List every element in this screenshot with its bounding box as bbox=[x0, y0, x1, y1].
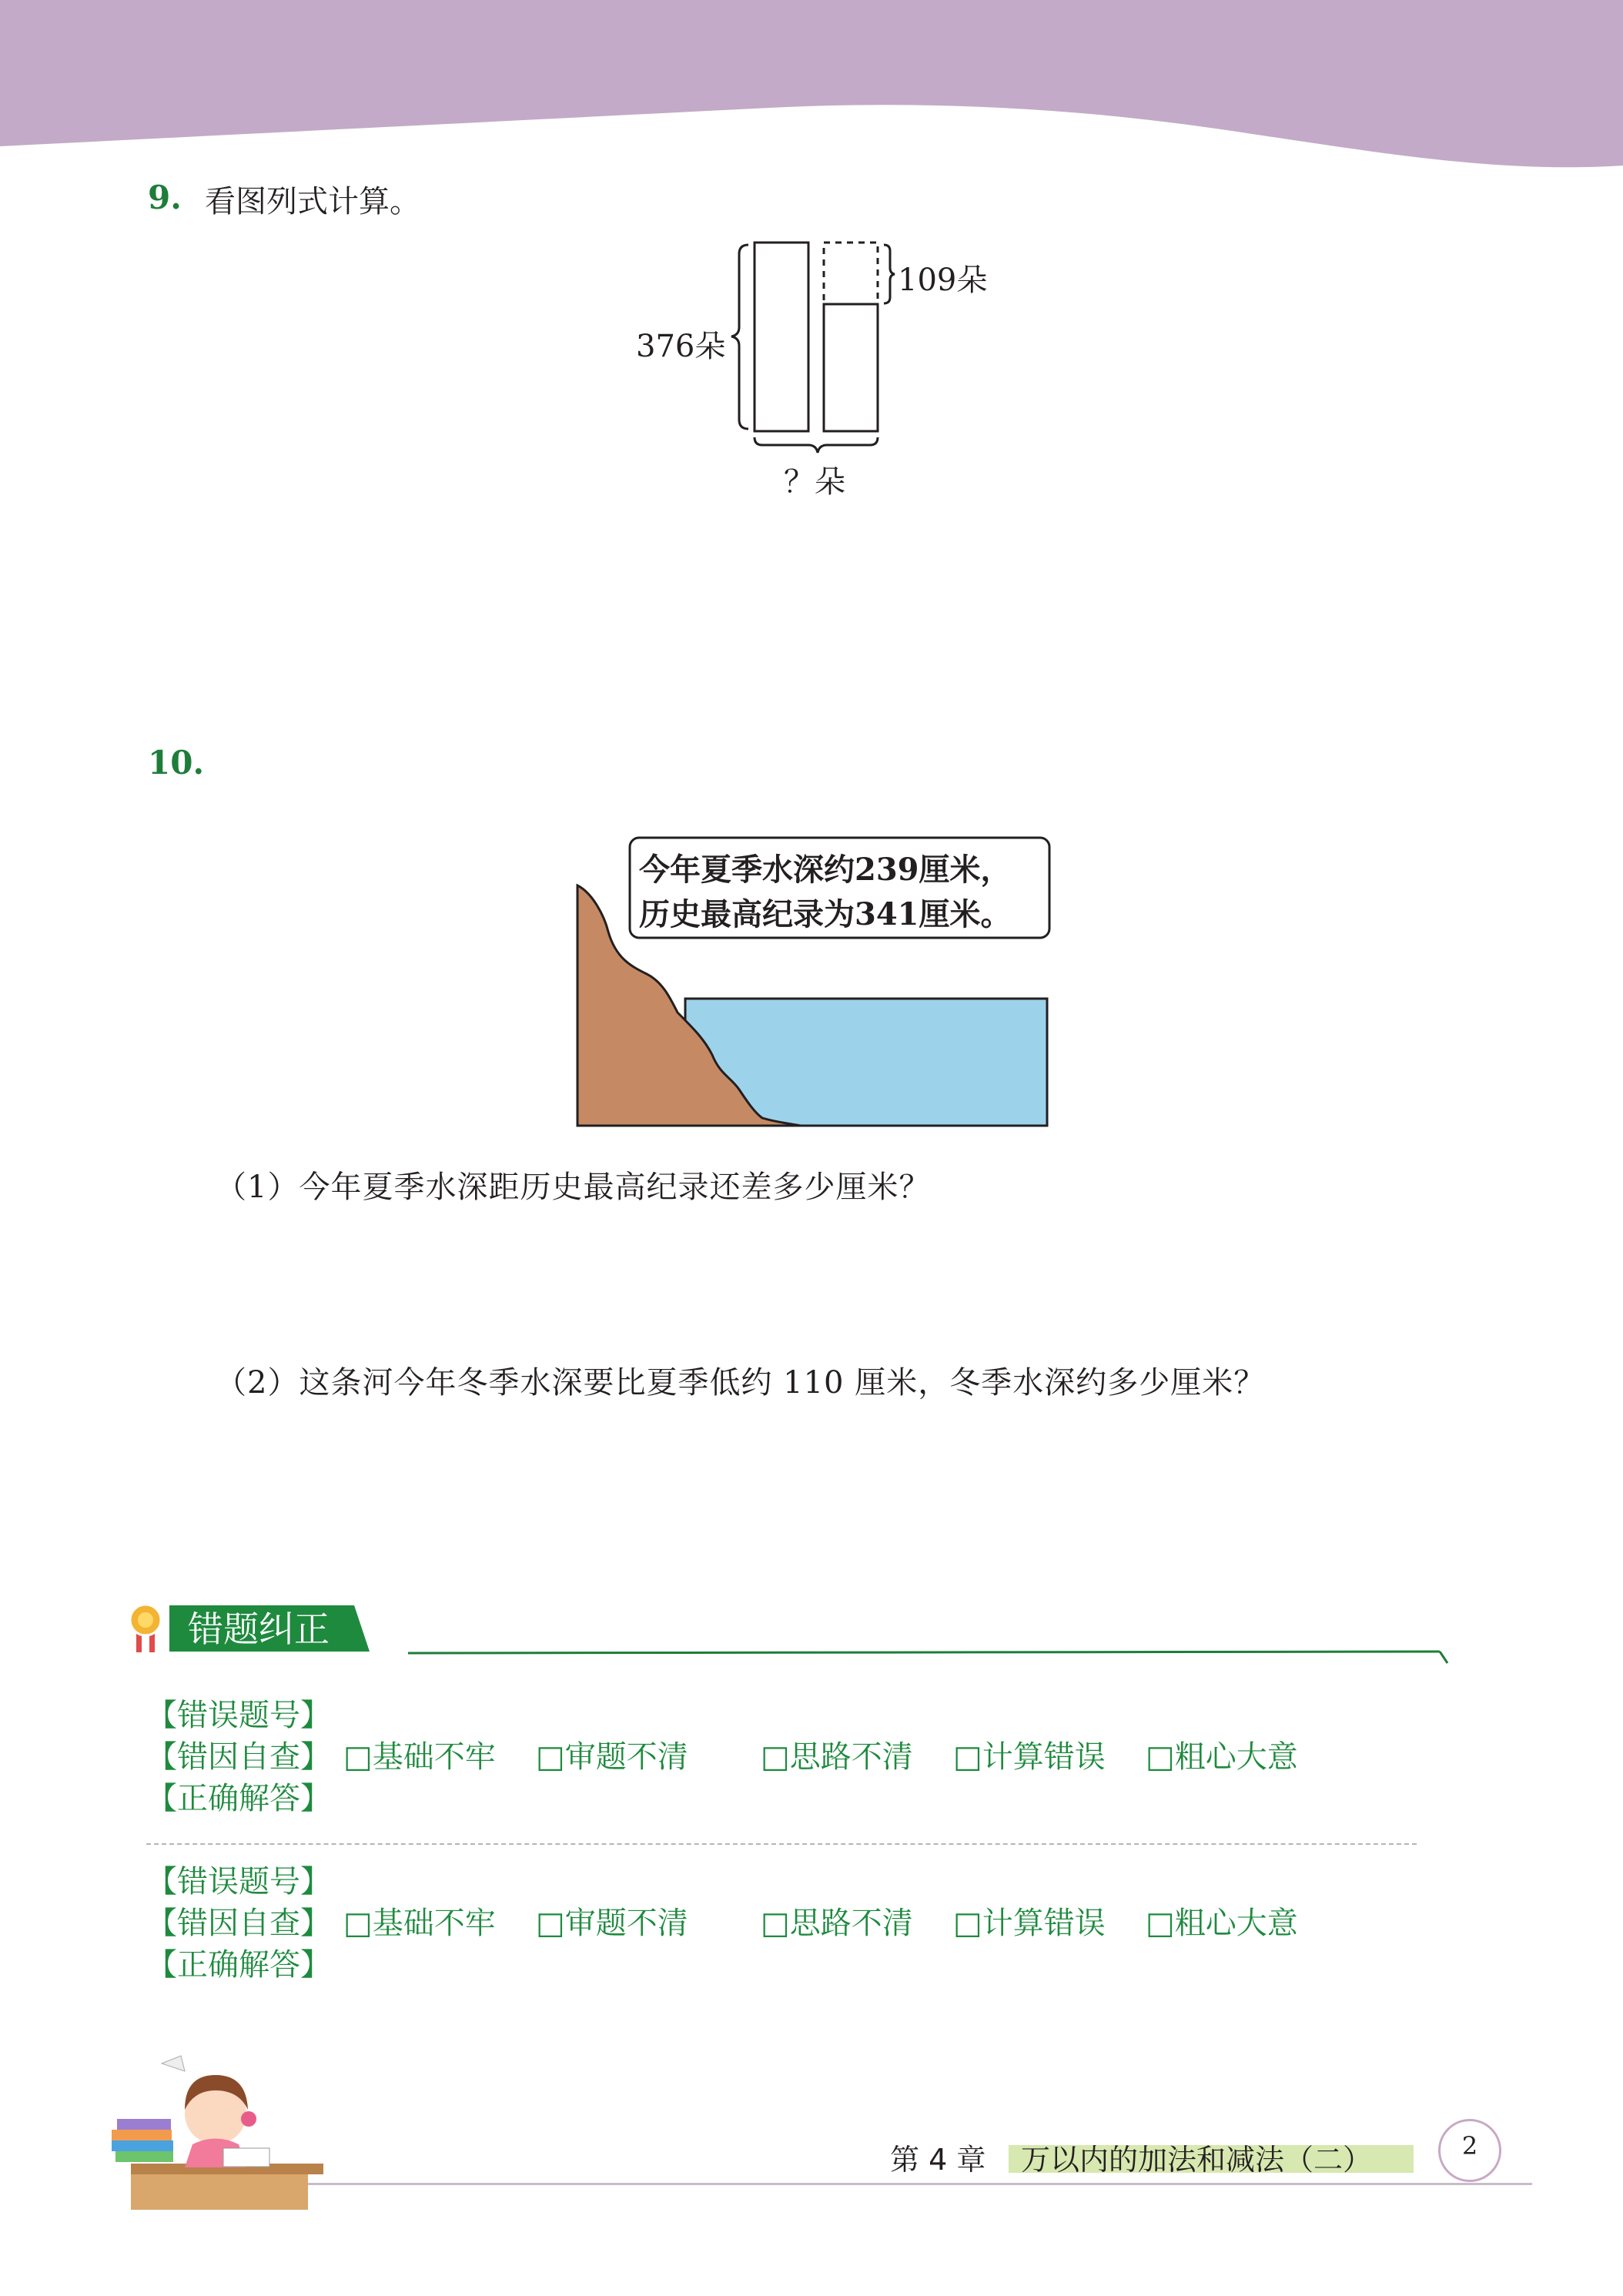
option-calc-2[interactable]: □计算错误 bbox=[953, 1906, 1106, 1941]
q9-left-label: 376朵 bbox=[636, 329, 726, 364]
option-reading-1[interactable]: □审题不清 bbox=[536, 1739, 688, 1775]
question-10-number: 10. bbox=[148, 744, 205, 782]
girl-reading-illustration bbox=[108, 2048, 323, 2217]
chapter-title: 万以内的加法和减法（二） bbox=[1021, 2143, 1373, 2177]
bubble-line-2: 历史最高纪录为341厘米。 bbox=[639, 896, 1012, 932]
option-basic-1[interactable]: □基础不牢 bbox=[343, 1739, 496, 1775]
wrong-number-label-1: 【错误题号】 bbox=[146, 1698, 331, 1733]
q10-sub-question-2: （2）这条河今年冬季水深要比夏季低约 110 厘米，冬季水深约多少厘米？ bbox=[216, 1365, 1266, 1401]
section-divider bbox=[146, 1843, 1417, 1845]
option-thinking-1[interactable]: □思路不清 bbox=[761, 1739, 913, 1775]
bubble-line-1: 今年夏季水深约239厘米， bbox=[639, 852, 1012, 888]
wrong-number-label-2: 【错误题号】 bbox=[146, 1864, 331, 1899]
footer-line bbox=[308, 2183, 1532, 2185]
correction-title: 错题纠正 bbox=[188, 1608, 330, 1650]
option-calc-1[interactable]: □计算错误 bbox=[953, 1739, 1106, 1775]
option-basic-2[interactable]: □基础不牢 bbox=[343, 1906, 496, 1941]
option-careless-2[interactable]: □粗心大意 bbox=[1146, 1906, 1298, 1941]
answer-label-1: 【正确解答】 bbox=[146, 1781, 331, 1816]
page-number: 2 bbox=[1461, 2131, 1478, 2160]
answer-label-2: 【正确解答】 bbox=[146, 1947, 331, 1983]
q9-diff-label: 109朵 bbox=[898, 263, 988, 298]
option-reading-2[interactable]: □审题不清 bbox=[536, 1906, 688, 1941]
chapter-number: 第 4 章 bbox=[890, 2143, 986, 2177]
reason-label-2: 【错因自查】 bbox=[146, 1906, 331, 1941]
option-careless-1[interactable]: □粗心大意 bbox=[1146, 1739, 1298, 1775]
question-9-text: 看图列式计算。 bbox=[205, 184, 420, 219]
q9-total-label: ？朵 bbox=[784, 464, 845, 500]
reason-label-1: 【错因自查】 bbox=[146, 1739, 331, 1775]
header-wave bbox=[0, 0, 1623, 177]
q10-sub-question-1: （1）今年夏季水深距历史最高纪录还差多少厘米？ bbox=[216, 1170, 931, 1205]
medal-icon bbox=[127, 1602, 166, 1655]
question-9-number: 9. bbox=[148, 179, 182, 216]
option-thinking-2[interactable]: □思路不清 bbox=[761, 1906, 913, 1941]
